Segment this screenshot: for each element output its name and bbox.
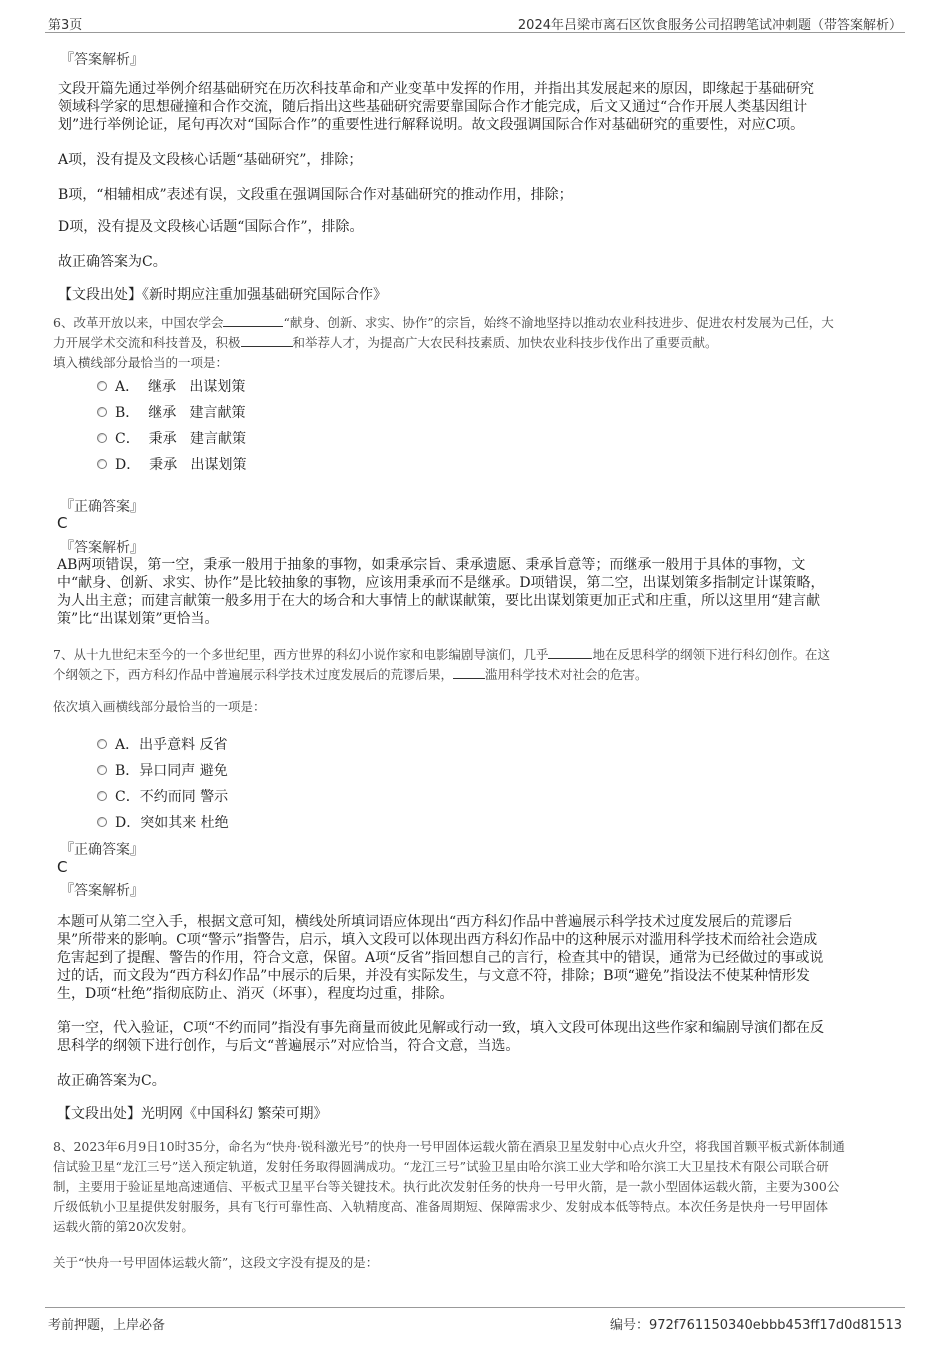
question-prompt: 填入横线部分最恰当的一项是： [53,355,229,370]
text-line: 为人出主意；而建言献策一般多用于在大的场合和大事情上的献谋献策，要比出谋划策更加正式和庄重，所以这里用“建言献 [57,593,821,609]
radio-icon[interactable] [97,433,107,443]
text-line: 危害起到了提醒、警告的作用，符合文意，保留。A项“反省”指回想自己的言行，检查其中的错误，通常为已经做过的事或说 [57,950,824,966]
analysis-label: 『答案解析』 [60,52,144,68]
text-line: 本题可从第二空入手，根据文意可知，横线处所填词语应体现出“西方科幻作品中普遍展示科学技术过度发展后的荒谬后 [57,914,793,930]
correct-answer: C [57,858,68,876]
text-line: 第一空，代入验证，C项“不约而同”指没有事先商量而彼此见解或行动一致，填入文段可体现出这些作家和编剧导演们都在反 [57,1020,825,1036]
radio-icon[interactable] [97,407,107,417]
correct-answer: C [57,514,68,532]
correct-answer-label: 『正确答案』 [60,842,144,858]
fill-blank [548,646,592,659]
document-serial: 编号：972f761150340ebbb453ff17d0d81513 [609,1318,902,1333]
text-line: 划”进行举例论证，尾句再次对“国际合作”的重要性进行解释说明。故文段强调国际合作对基础研究的重要性，对应C项。 [58,117,805,133]
analysis-label: 『答案解析』 [60,540,144,556]
text-line: 生，D项“杜绝”指彻底防止、消灭（坏事），程度均过重，排除。 [57,986,454,1002]
question-7-stem [53,645,903,685]
text-line: 7、从十九世纪末至今的一个多世纪里，西方世界的科幻小说作家和电影编剧导演们，几乎 地在反思科学的纲领下进行科幻创作。在这 [53,647,830,662]
radio-icon[interactable] [97,739,107,749]
option-a-analysis: A项，没有提及文段核心话题“基础研究”，排除； [58,152,363,168]
text-line: 斤级低轨小卫星提供发射服务，具有飞行可靠性高、入轨精度高、准备周期短、保障需求少、发射成本低等特点。本次任务是快舟一号甲固体 [53,1199,829,1214]
fill-blank [223,314,283,327]
analysis-paragraph [57,913,823,1003]
fill-blank [453,666,485,679]
text-line: 过的话，而文段为“西方科幻作品”中展示的后果，并没有实际发生，与文意不符，排除；B项“避免”指设法不使某种情形发 [57,968,810,984]
analysis-paragraph [58,80,814,134]
text-line: 思科学的纲领下进行创作，与后文“普遍展示”对应恰当，符合文意，当选。 [57,1038,520,1054]
conclusion: 故正确答案为C。 [58,254,167,270]
text-line: 个纲领之下，西方科幻作品中普遍展示科学技术过度发展后的荒谬后果， 滥用科学技术对社会的危害。 [53,667,648,682]
question-8-stem [53,1137,903,1237]
question-prompt: 关于“快舟一号甲固体运载火箭”，这段文字没有提及的是： [53,1255,379,1270]
text-line: 中“献身、创新、求实、协作”是比较抽象的事物，应该用秉承而不是继承。D项错误，第二空，出谋划策多指制定计谋策略， [57,575,825,591]
conclusion: 故正确答案为C。 [57,1073,166,1089]
radio-icon[interactable] [97,765,107,775]
text-line: 运载火箭的第20次发射。 [53,1219,194,1234]
analysis-paragraph [57,556,825,628]
text-line: 文段开篇先通过举例介绍基础研究在历次科技革命和产业变革中发挥的作用，并指出其发展起来的原因，即缘起于基础研究 [58,81,814,97]
radio-icon[interactable] [97,817,107,827]
question-prompt: 依次填入画横线部分最恰当的一项是： [53,699,266,714]
text-line: 领域科学家的思想碰撞和合作交流，随后指出这些基础研究需要靠国际合作才能完成，后文又通过“合作开展人类基因组计 [58,99,808,115]
text-line: 力开展学术交流和科技普及，积极 和举荐人才，为提高广大农民科技素质、加快农业科技步伐作出了重要贡献。 [53,335,718,350]
analysis-paragraph [57,1019,824,1055]
source-citation: 【文段出处】光明网《中国科幻 繁荣可期》 [57,1106,328,1122]
page-header [45,12,905,33]
text-line: 制，主要用于验证星地高速通信、平板式卫星平台等关键技术。执行此次发射任务的快舟一号甲火箭，是一款小型固体运载火箭，主要为300公 [53,1179,840,1194]
text-line: 果”所带来的影响。C项“警示”指警告，启示，填入文段可以体现出西方科幻作品中的这种展示对滥用科学技术而给社会造成 [57,932,818,948]
question-6-stem [53,313,903,373]
radio-icon[interactable] [97,381,107,391]
option-d-analysis: D项，没有提及文段核心话题“国际合作”，排除。 [58,219,364,235]
text-line: 8、2023年6月9日10时35分，命名为“快舟·锐科激光号”的快舟一号甲固体运载火箭在酒泉卫星发射中心点火升空，将我国首颗平板式新体制通 [53,1139,845,1154]
fill-blank [241,334,293,347]
text-line: 6、改革开放以来，中国农学会 “献身、创新、求实、协作”的宗旨，始终不渝地坚持以推动农业科技进步、促进农村发展为己任，大 [53,315,834,330]
source-citation: 【文段出处】《新时期应注重加强基础研究国际合作》 [58,287,387,303]
analysis-label: 『答案解析』 [60,883,144,899]
radio-icon[interactable] [97,459,107,469]
text-line: AB两项错误，第一空，秉承一般用于抽象的事物，如秉承宗旨、秉承遗愿、秉承旨意等；而继承一般用于具体的事物，文 [57,557,806,573]
page-footer [45,1307,905,1338]
document-title: 2024年吕梁市离石区饮食服务公司招聘笔试冲刺题（带答案解析） [517,18,902,33]
text-line: 信试验卫星“龙江三号”送入预定轨道，发射任务取得圆满成功。“龙江三号”试验卫星由哈尔滨工业大学和哈尔滨工大卫星技术有限公司联合研 [53,1159,829,1174]
page-number: 第3页 [48,18,83,33]
text-line: 策”比“出谋划策”更恰当。 [57,611,219,627]
correct-answer-label: 『正确答案』 [60,499,144,515]
option-b-analysis: B项，“相辅相成”表述有误，文段重在强调国际合作对基础研究的推动作用，排除； [58,187,573,203]
radio-icon[interactable] [97,791,107,801]
footer-slogan: 考前押题，上岸必备 [48,1318,166,1333]
